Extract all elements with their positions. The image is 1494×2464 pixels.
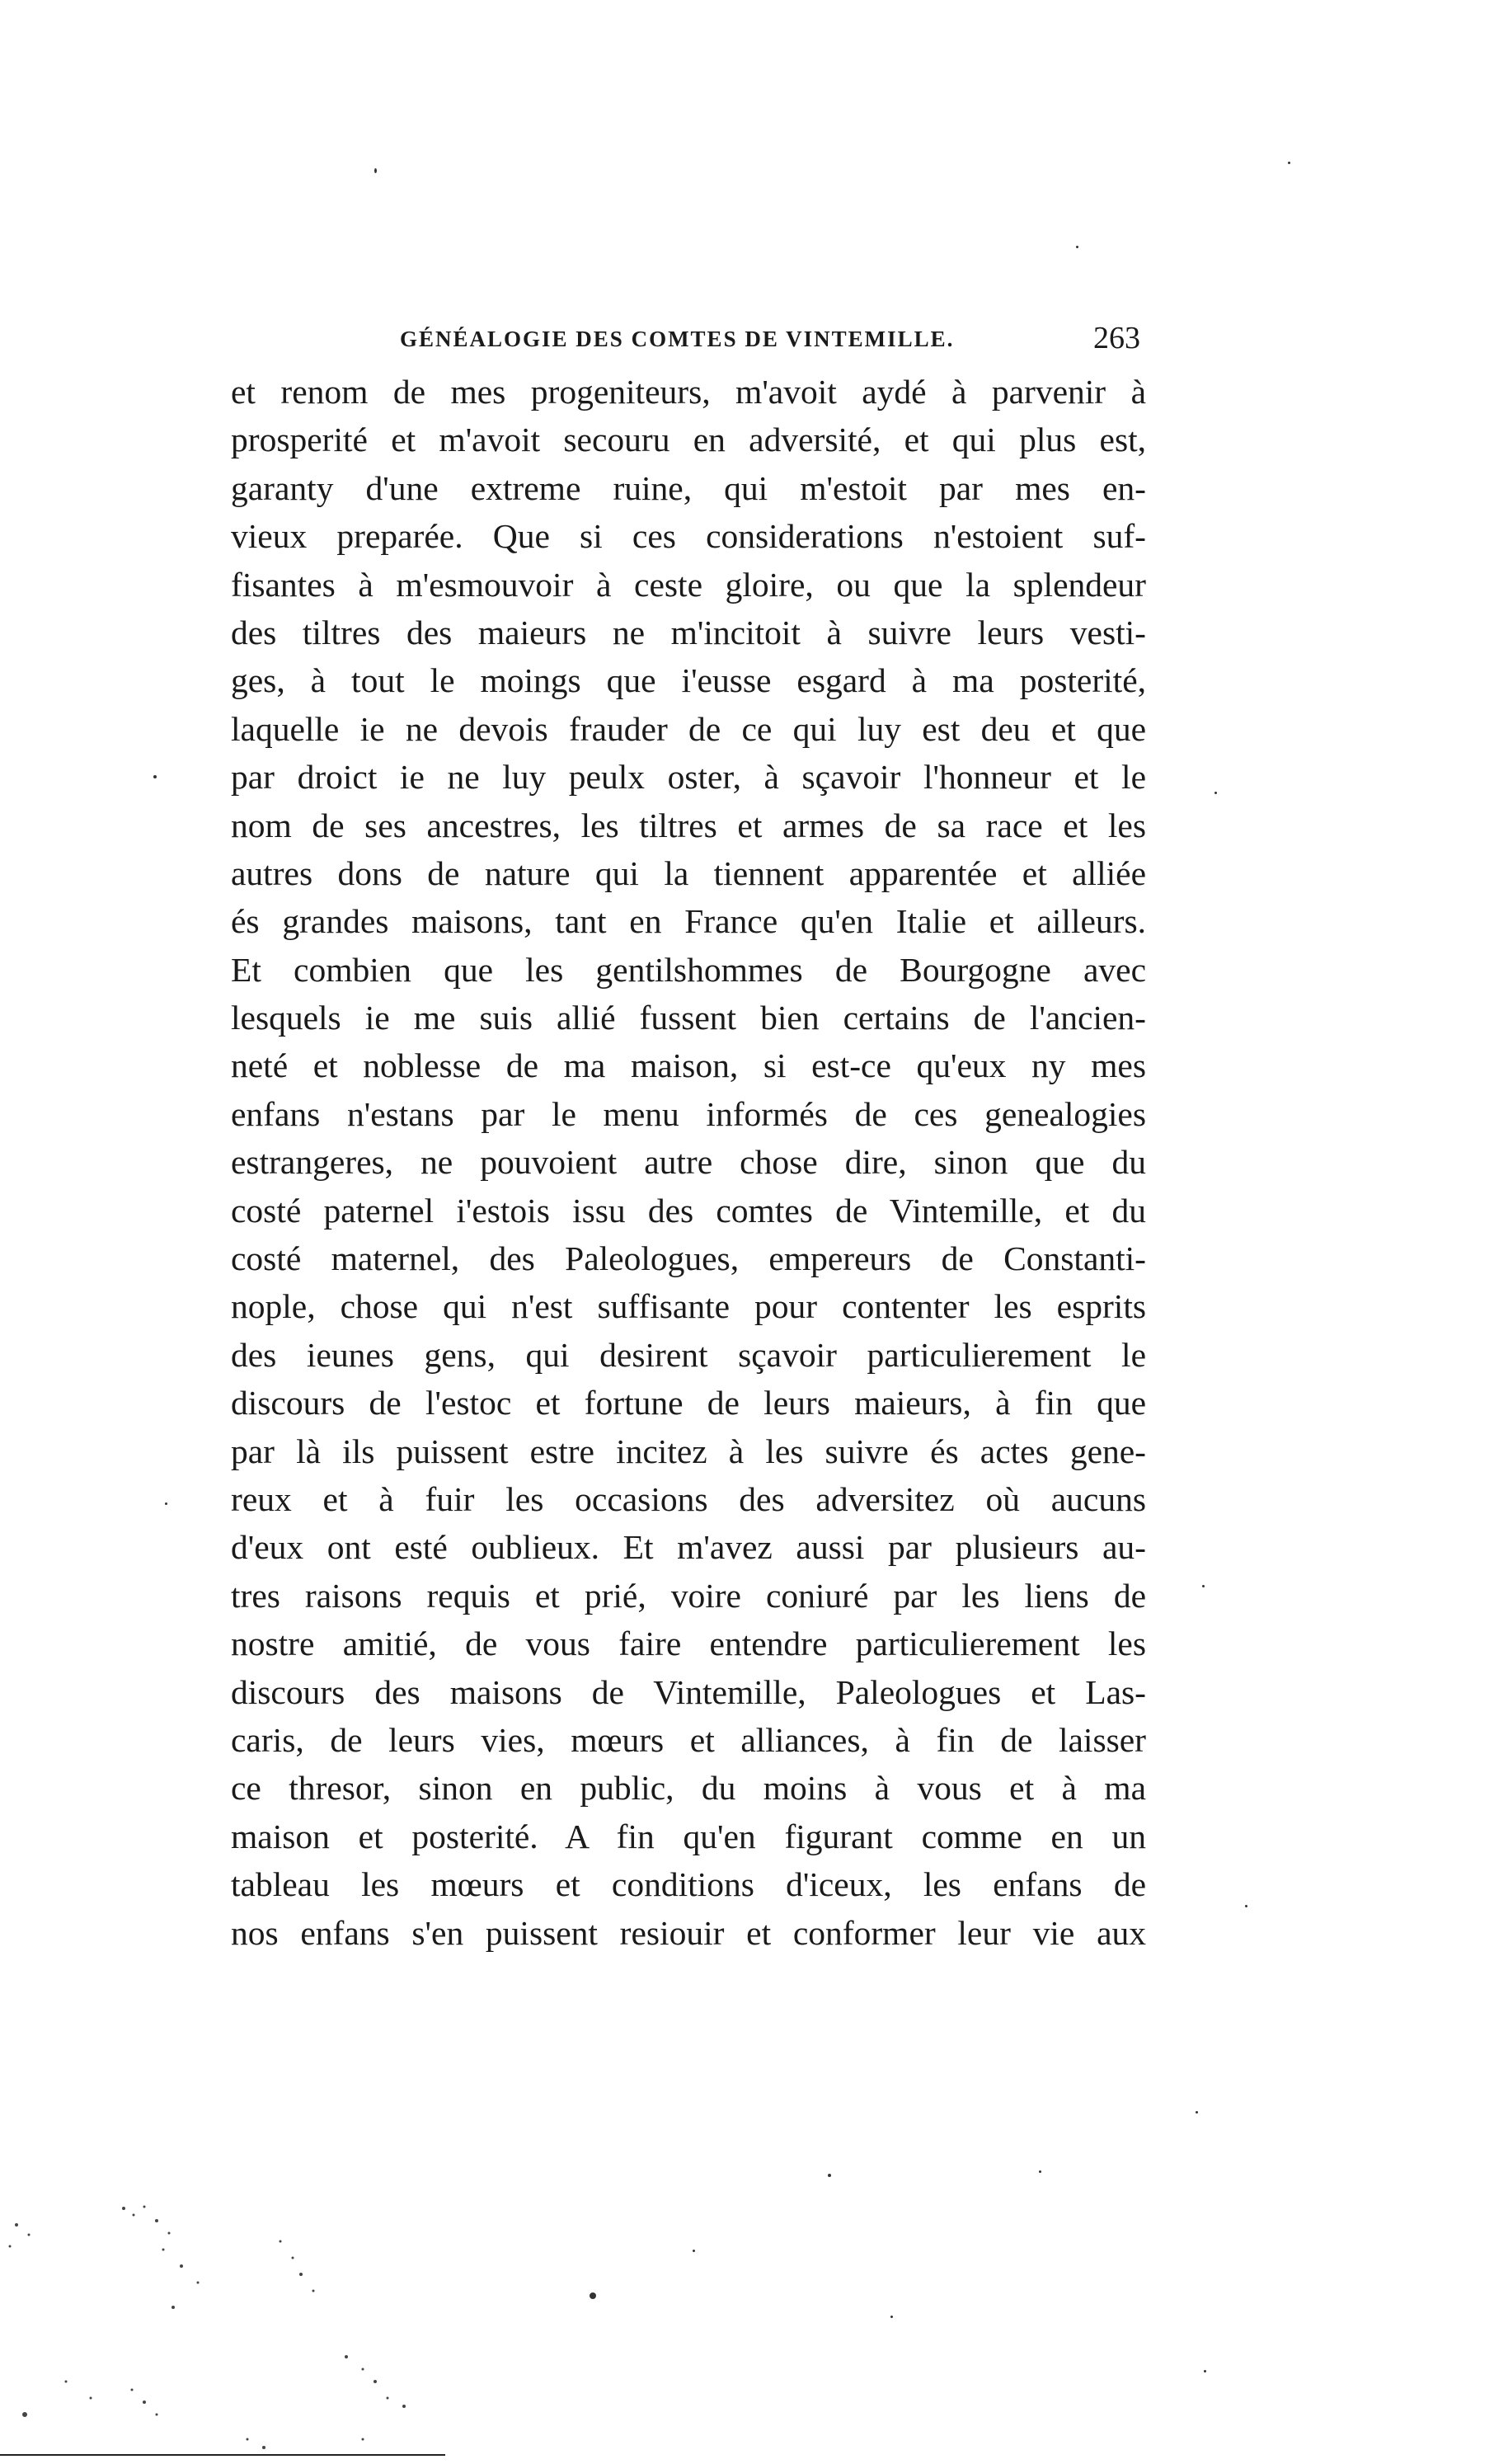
text-line: autres dons de nature qui la tiennent apparentée et alliée (231, 853, 1146, 892)
text-line: garanty d'une extreme ruine, qui m'estoit par mes en- (231, 468, 1146, 507)
text-line: et renom de mes progeniteurs, m'avoit aydé à parvenir à (231, 373, 1146, 411)
text-line: vieux preparée. Que si ces considerations n'estoient suf- (231, 517, 1146, 556)
scan-speck (1204, 2370, 1206, 2372)
scan-speck (890, 2316, 893, 2318)
text-line: maison et posterité. A fin qu'en figurant comme en un (231, 1817, 1146, 1855)
text-line: ce thresor, sinon en public, du moins à vous et à ma (231, 1769, 1146, 1808)
text-line: caris, de leurs vies, mœurs et alliances, à fin de laisser (231, 1720, 1146, 1759)
scan-speck (1245, 1905, 1247, 1907)
text-line: neté et noblesse de ma maison, si est-ce qu'eux ny mes (231, 1046, 1146, 1085)
text-line: par là ils puissent estre incitez à les suivre és actes gene- (231, 1432, 1146, 1470)
bottom-rule (0, 2454, 445, 2456)
text-line: lesquels ie me suis allié fussent bien certains de l'ancien- (231, 999, 1146, 1037)
text-line: discours de l'estoc et fortune de leurs maieurs, à fin que (231, 1384, 1146, 1422)
scan-speck (374, 168, 377, 173)
body-text (231, 368, 1146, 1957)
scan-speck (828, 2174, 831, 2177)
text-line: costé paternel i'estois issu des comtes de Vintemille, et du (231, 1191, 1146, 1230)
running-title: GÉNÉALOGIE DES COMTES DE VINTEMILLE. (400, 327, 955, 351)
text-line: prosperité et m'avoit secouru en adversité, et qui plus est, (231, 421, 1146, 459)
bleed-through-noise (0, 2192, 462, 2464)
text-line: ges, à tout le moings que i'eusse esgard à ma posterité, (231, 661, 1146, 700)
scan-speck (693, 2250, 695, 2252)
text-line: Et combien que les gentilshommes de Bourgogne avec (231, 950, 1146, 989)
text-line: laquelle ie ne devois frauder de ce qui luy est deu et que (231, 709, 1146, 748)
text-line: fisantes à m'esmouvoir à ceste gloire, ou que la splendeur (231, 565, 1146, 604)
scan-speck (1076, 246, 1078, 248)
text-line: tableau les mœurs et conditions d'iceux, les enfans de (231, 1865, 1146, 1904)
page-header (400, 320, 1142, 361)
scan-speck (1214, 792, 1217, 794)
text-line: des tiltres des maieurs ne m'incitoit à suivre leurs vesti- (231, 613, 1146, 651)
text-line: costé maternel, des Paleologues, empereurs de Constanti- (231, 1239, 1146, 1278)
page-number: 263 (1093, 321, 1140, 355)
text-line: tres raisons requis et prié, voire coniuré par les liens de (231, 1576, 1146, 1615)
text-line: discours des maisons de Vintemille, Paleologues et Las- (231, 1672, 1146, 1711)
scan-speck (1202, 1585, 1205, 1587)
text-line: és grandes maisons, tant en France qu'en Italie et ailleurs. (231, 902, 1146, 941)
text-line: enfans n'estans par le menu informés de ces genealogies (231, 1094, 1146, 1133)
text-line: nostre amitié, de vous faire entendre particulierement les (231, 1625, 1146, 1663)
text-line: des ieunes gens, qui desirent sçavoir particulierement le (231, 1335, 1146, 1374)
scan-speck (590, 2292, 596, 2299)
text-line: estrangeres, ne pouvoient autre chose dire, sinon que du (231, 1143, 1146, 1182)
text-line: nople, chose qui n'est suffisante pour contenter les esprits (231, 1287, 1146, 1326)
scan-speck (153, 775, 157, 778)
scan-speck (165, 1502, 167, 1505)
text-line: d'eux ont esté oublieux. Et m'avez aussi par plusieurs au- (231, 1528, 1146, 1567)
scan-speck (1039, 2170, 1041, 2173)
text-line: nom de ses ancestres, les tiltres et armes de sa race et les (231, 806, 1146, 844)
scan-speck (1288, 162, 1290, 164)
text-line: par droict ie ne luy peulx oster, à sçavoir l'honneur et le (231, 758, 1146, 797)
text-line: nos enfans s'en puissent resiouir et conformer leur vie aux (231, 1913, 1146, 1952)
scan-speck (1196, 2111, 1198, 2114)
text-line: reux et à fuir les occasions des adversitez où aucuns (231, 1479, 1146, 1518)
